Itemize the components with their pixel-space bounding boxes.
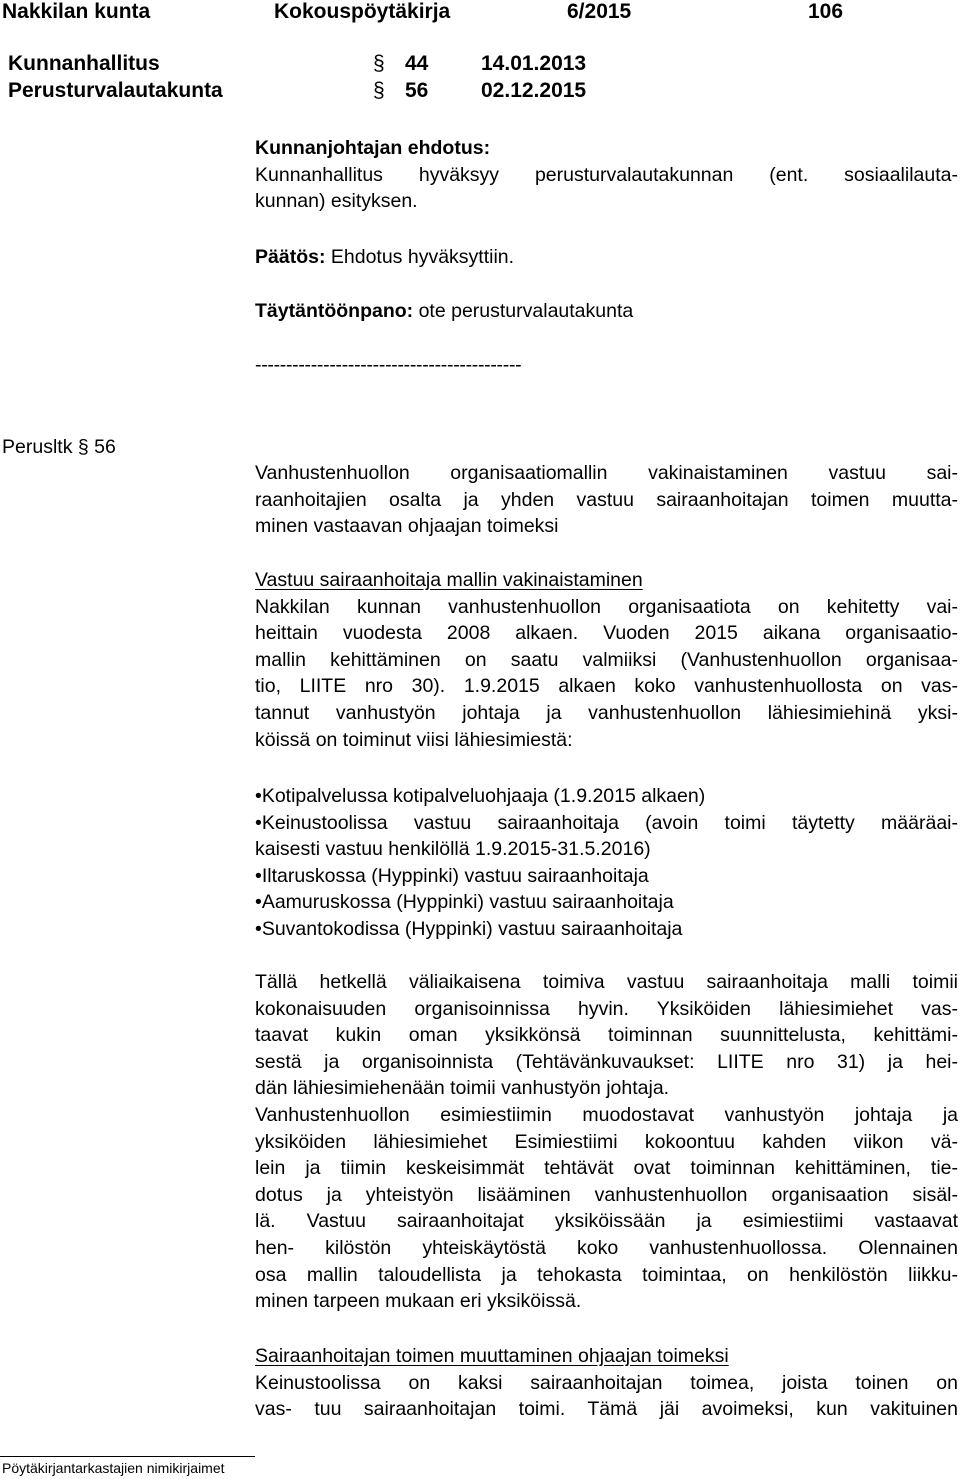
subject-line: Vanhustenhuollon organisaatiomallin vakinaistaminen vastuu sai- xyxy=(255,462,958,484)
section-heading: Sairaanhoitajan toimen muuttaminen ohjaajan toimeksi xyxy=(255,1345,729,1367)
section-sign: § xyxy=(77,436,89,458)
list-item: •Kotipalvelussa kotipalveluohjaaja (1.9.2015 alkaen) xyxy=(255,785,706,807)
section-sign: § xyxy=(373,79,385,102)
paragraph-line: tio, LIITE nro 30). 1.9.2015 alkaen koko vanhustenhuollosta on vas- xyxy=(255,675,958,698)
paragraph-line: yksiköiden lähiesimiehet Esimiestiimi kokoontuu kahden viikon vä- xyxy=(255,1130,958,1153)
section-sign: § xyxy=(373,52,385,75)
list-item-continuation: kaisesti vastuu henkilöllä 1.9.2015-31.5.2016) xyxy=(255,838,651,861)
unit-list xyxy=(255,783,958,943)
document-type: Kokouspöytäkirja xyxy=(274,0,451,23)
item-subject xyxy=(255,460,958,540)
paragraph-line: sestä ja organisoinnista (Tehtävänkuvaukset: LIITE nro 31) ja hei- xyxy=(255,1050,958,1073)
separator-line: ------------------------------------------- xyxy=(255,354,522,376)
paragraph-line: lä. Vastuu sairaanhoitajat yksiköissään ja esimiestiimi vastaavat xyxy=(255,1210,958,1233)
list-item: •Iltaruskossa (Hyppinki) vastuu sairaanhoitaja xyxy=(255,864,649,887)
section-toimen-muuttaminen xyxy=(255,1343,958,1423)
list-item: •Suvantokodissa (Hyppinki) vastuu sairaanhoitaja xyxy=(255,917,683,940)
paragraph-line: osa mallin taloudellista ja tehokasta toimintaa, on henkilöstön liikku- xyxy=(255,1263,958,1286)
paragraph-line: köissä on toiminut viisi lähiesimiestä: xyxy=(255,728,573,751)
proposal-line: Kunnanhallitus hyväksyy perusturvalautakunnan (ent. sosiaalilauta- xyxy=(255,163,958,186)
section-heading: Vastuu sairaanhoitaja mallin vakinaistaminen xyxy=(255,569,643,591)
item-number: 56 xyxy=(94,436,116,458)
paragraph-line: minen tarpeen mukaan eri yksiköissä. xyxy=(255,1290,582,1313)
subject-line: minen vastaavan ohjaajan toimeksi xyxy=(255,515,559,538)
proposal-title: Kunnanjohtajan ehdotus: xyxy=(255,137,491,159)
prev-date-1: 14.01.2013 xyxy=(481,52,587,75)
section-vakinaistaminen xyxy=(255,567,958,753)
proposal-block xyxy=(255,135,958,215)
list-item: •Keinustoolissa vastuu sairaanhoitaja (avoin toimi täytetty määräai- xyxy=(255,811,958,834)
implementation-text: ote perusturvalautakunta xyxy=(418,300,634,322)
paragraph-line: Keinustoolissa on kaksi sairaanhoitajan toimea, joista toinen on xyxy=(255,1371,958,1394)
page-number: 106 xyxy=(808,0,844,23)
item-body: Perusltk xyxy=(2,436,73,458)
paragraph-line: taavat kukin oman yksikkönsä toiminnan suunnittelusta, kehittämi- xyxy=(255,1024,958,1047)
paragraph-line: dän lähiesimiehenään toimii vanhustyön johtaja. xyxy=(255,1077,670,1100)
municipality-name: Nakkilan kunta xyxy=(2,0,151,23)
decision-text: Ehdotus hyväksyttiin. xyxy=(330,246,515,268)
paragraph-line: vas- tuu sairaanhoitajan toimi. Tämä jäi avoimeksi, kun vakituinen xyxy=(255,1398,958,1421)
subject-line: raanhoitajien osalta ja yhden vastuu sairaanhoitajan toimen muutta- xyxy=(255,488,958,511)
prev-body-1: Kunnanhallitus xyxy=(8,52,160,75)
paragraph-line: heittain vuodesta 2008 alkaen. Vuoden 2015 aikana organisaatio- xyxy=(255,622,958,645)
implementation xyxy=(255,300,633,323)
paragraph-line: lein ja tiimin keskeisimmät tehtävät ovat toiminnan kehittäminen, tie- xyxy=(255,1157,958,1180)
prev-section-1: 44 xyxy=(405,52,429,75)
prev-date-2: 02.12.2015 xyxy=(481,79,587,102)
paragraph-line: hen- kilöstön yhteiskäytöstä koko vanhustenhuollossa. Olennainen xyxy=(255,1236,958,1259)
decision-label: Päätös: xyxy=(255,246,326,268)
paragraph-line: Tällä hetkellä väliaikaisena toimiva vastuu sairaanhoitaja malli toimii xyxy=(255,971,958,993)
footer-initials-label: Pöytäkirjantarkastajien nimikirjaimet xyxy=(2,1460,225,1476)
paragraph-line: tannut vanhustyön johtaja ja vanhustenhuollon lähiesimiehinä yksi- xyxy=(255,701,958,724)
paragraph-line: mallin kehittäminen on saatu valmiiksi (Vanhustenhuollon organisaa- xyxy=(255,648,958,671)
paragraph-line: Vanhustenhuollon esimiestiimin muodostavat vanhustyön johtaja ja xyxy=(255,1103,958,1126)
paragraph-current-model xyxy=(255,969,958,1315)
paragraph-line: Nakkilan kunnan vanhustenhuollon organisaatiota on kehitetty vai- xyxy=(255,595,958,618)
prev-body-2: Perusturvalautakunta xyxy=(8,79,223,102)
paragraph-line: dotus ja yhteistyön lisääminen vanhustenhuollon organisaation sisäl- xyxy=(255,1183,958,1206)
decision xyxy=(255,246,514,269)
item-label xyxy=(2,436,116,459)
prev-section-2: 56 xyxy=(405,79,429,102)
footer-divider xyxy=(0,1456,255,1457)
implementation-label: Täytäntöönpano: xyxy=(255,300,414,322)
list-item: •Aamuruskossa (Hyppinki) vastuu sairaanhoitaja xyxy=(255,891,674,914)
document-number: 6/2015 xyxy=(567,0,632,23)
paragraph-line: kokonaisuuden organisoinnissa hyvin. Yksiköiden lähiesimiehet vas- xyxy=(255,997,958,1020)
proposal-line: kunnan) esityksen. xyxy=(255,190,418,213)
